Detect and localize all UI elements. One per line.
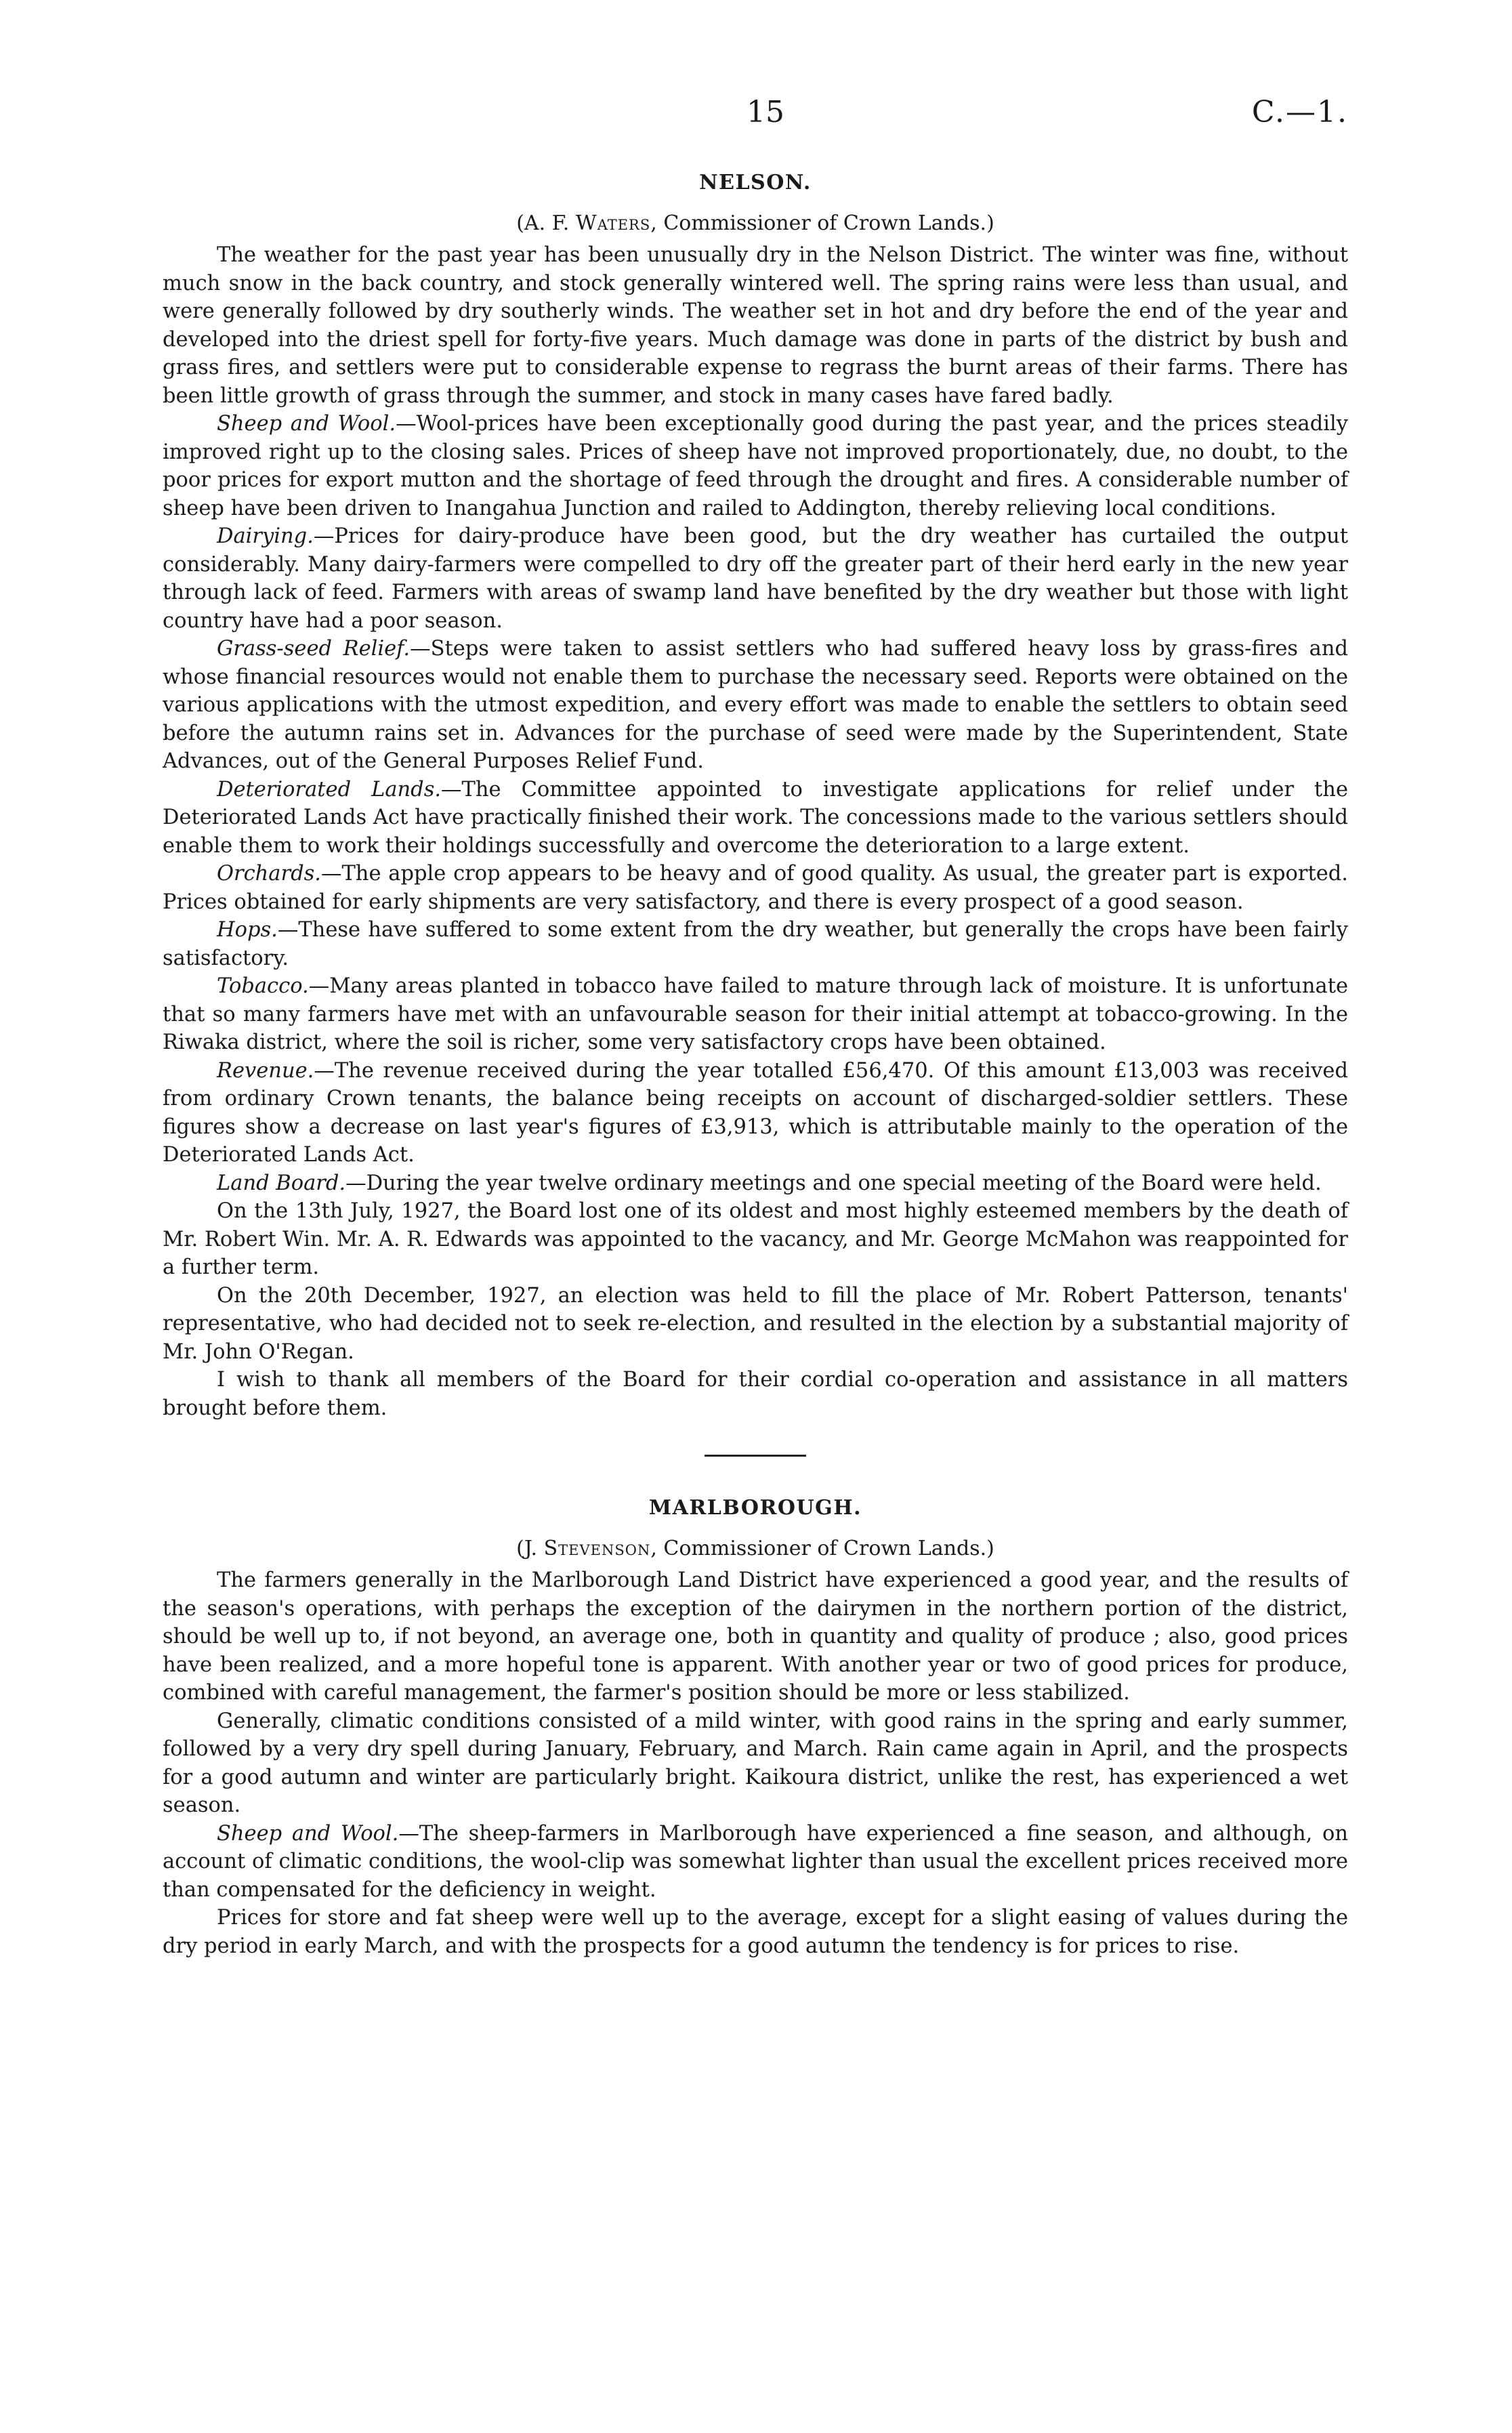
page-number: 15 <box>747 95 784 129</box>
section-divider <box>705 1455 806 1457</box>
document-reference: C.—1. <box>1251 95 1348 129</box>
nelson-land-board-paragraph <box>163 1169 1348 1198</box>
nelson-closing-paragraph: I wish to thank all members of the Board for their cordial co-operation and assistance in all matters brought before them. <box>163 1368 1348 1420</box>
paragraph-text: —The sheep-farmers in Marlborough have experienced a fine season, and although, on account of climatic conditions, the wool-clip was somewhat lighter than usual the excellent prices received more than compensated for the deficiency in weight. <box>163 1821 1349 1902</box>
byline-prefix: (A. F. <box>516 211 576 235</box>
nelson-tobacco-paragraph <box>163 972 1348 1057</box>
byline-suffix: , Commissioner of Crown Lands.) <box>650 1537 994 1560</box>
document-page <box>163 0 1348 1960</box>
commissioner-name: Stevenson <box>543 1537 651 1560</box>
nelson-election-paragraph: On the 20th December, 1927, an election was held to fill the place of Mr. Robert Patterson, tenants' representative, who had decided not to seek re-election, and resulted in the election by a substantial majority of Mr. John O'Regan. <box>163 1283 1348 1364</box>
paragraph-heading: Dairying. <box>217 524 314 548</box>
nelson-byline <box>163 210 1348 237</box>
paragraph-text: —During the year twelve ordinary meetings and one special meeting of the Board were held. <box>345 1171 1322 1195</box>
paragraph-heading: Land Board. <box>217 1171 346 1195</box>
nelson-orchards-paragraph <box>163 860 1348 916</box>
byline-suffix: , Commissioner of Crown Lands.) <box>650 211 994 235</box>
paragraph-heading: Sheep and Wool. <box>217 1821 399 1846</box>
paragraph-text: —The Committee appointed to investigate applications for relief under the Deteriorated Lands Act have practically finished their work. The concessions made to the various settlers should enable them to work their holdings successfully and overcome the deterioration to a large extent. <box>163 777 1348 858</box>
nelson-grass-seed-paragraph <box>163 635 1348 776</box>
paragraph-heading: Orchards. <box>217 862 321 886</box>
paragraph-text: —Steps were taken to assist settlers who had suffered heavy loss by grass-fires and whose financial resources would not enable them to purchase the necessary seed. Reports were obtained on the various applications with the utmost expedition, and every effort was made to enable the settlers to obtain seed before the autumn rains set in. Advances for the purchase of seed were made by the Superintendent, State Advances, out of the General Purposes Relief Fund. <box>163 637 1348 773</box>
paragraph-text: —Prices for dairy-produce have been good, but the dry weather has curtailed the output considerably. Many dairy-farmers were compelled to dry off the greater part of their herd early in the new year through lack of feed. Farmers with areas of swamp land have benefited by the dry weather but those with light country have had a poor season. <box>163 524 1348 633</box>
marlborough-section <box>163 1495 1348 1960</box>
nelson-section <box>163 169 1348 1422</box>
nelson-sheep-paragraph <box>163 410 1348 522</box>
marlborough-intro-paragraph: The farmers generally in the Marlborough Land District have experienced a good year, and the results of the season's operations, with perhaps the exception of the dairymen in the northern portion of the district, should be well up to, if not beyond, an average one, both in quantity and quality of produce ; also, good prices have been realized, and a more hopeful tone is apparent. With another year or two of good prices for produce, combined with careful management, the farmer's position should be more or less stabilized. <box>163 1568 1348 1705</box>
marlborough-byline <box>163 1535 1348 1562</box>
marlborough-sheep-paragraph <box>163 1820 1348 1905</box>
paragraph-heading: Hops. <box>217 918 278 942</box>
nelson-title: NELSON. <box>699 171 812 194</box>
paragraph-text: —The apple crop appears to be heavy and of good quality. As usual, the greater part is exported. Prices obtained for early shipments are very satisfactory, and there is every prospect of a good season. <box>163 862 1348 914</box>
commissioner-name: Waters <box>575 211 651 235</box>
nelson-dairying-paragraph <box>163 522 1348 635</box>
nelson-deteriorated-lands-paragraph <box>163 776 1348 860</box>
nelson-revenue-paragraph <box>163 1057 1348 1169</box>
paragraph-heading: Deteriorated Lands. <box>217 777 442 802</box>
paragraph-text: —Many areas planted in tobacco have failed to mature through lack of moisture. It is unfortunate that so many farmers have met with an unfavourable season for their initial attempt at tobacco-growing. In the Riwaka district, where the soil is richer, some very satisfactory crops have been obtained. <box>163 974 1348 1054</box>
nelson-intro-paragraph: The weather for the past year has been unusually dry in the Nelson District. The winter was fine, without much snow in the back country, and stock generally wintered well. The spring rains were less than usual, and were generally followed by dry southerly winds. The weather set in hot and dry before the end of the year and developed into the driest spell for forty-five years. Much damage was done in parts of the district by bush and grass fires, and settlers were put to considerable expense to regrass the burnt areas of their farms. There has been little growth of grass through the summer, and stock in many cases have fared badly. <box>163 243 1348 408</box>
paragraph-text: —The revenue received during the year totalled £56,470. Of this amount £13,003 was received from ordinary Crown tenants, the balance being receipts on account of discharged-soldier settlers. These figures show a decrease on last year's figures of £3,913, which is attributable mainly to the operation of the Deteriorated Lands Act. <box>163 1058 1348 1167</box>
nelson-board-member-paragraph: On the 13th July, 1927, the Board lost one of its oldest and most highly esteemed members by the death of Mr. Robert Win. Mr. A. R. Edwards was appointed to the vacancy, and Mr. George McMahon was reappointed for a further term. <box>163 1199 1348 1279</box>
byline-prefix: (J. <box>516 1537 544 1560</box>
paragraph-heading: Grass-seed Relief. <box>217 637 411 661</box>
paragraph-text: —These have suffered to some extent from the dry weather, but generally the crops have been fairly satisfactory. <box>163 918 1348 970</box>
paragraph-text: —Wool-prices have been exceptionally good during the past year, and the prices steadily improved right up to the closing sales. Prices of sheep have not improved proportionately, due, no doubt, to the poor prices for export mutton and the shortage of feed through the drought and fires. A considerable number of sheep have been driven to Inangahua Junction and railed to Addington, thereby relieving local conditions. <box>163 412 1348 520</box>
marlborough-climate-paragraph: Generally, climatic conditions consisted of a mild winter, with good rains in the spring and early summer, followed by a very dry spell during January, February, and March. Rain came again in April, and the prospects for a good autumn and winter are particularly bright. Kaikoura district, unlike the rest, has experienced a wet season. <box>163 1709 1348 1817</box>
nelson-hops-paragraph <box>163 916 1348 972</box>
paragraph-heading: Sheep and Wool. <box>217 412 396 436</box>
marlborough-prices-paragraph: Prices for store and fat sheep were well up to the average, except for a slight easing of values during the dry period in early March, and with the prospects for a good autumn the tendency is for prices to rise. <box>163 1906 1348 1958</box>
marlborough-title: MARLBOROUGH. <box>648 1496 862 1520</box>
paragraph-heading: Tobacco. <box>217 974 309 998</box>
page-header <box>163 0 1348 169</box>
paragraph-heading: Revenue. <box>217 1058 314 1083</box>
